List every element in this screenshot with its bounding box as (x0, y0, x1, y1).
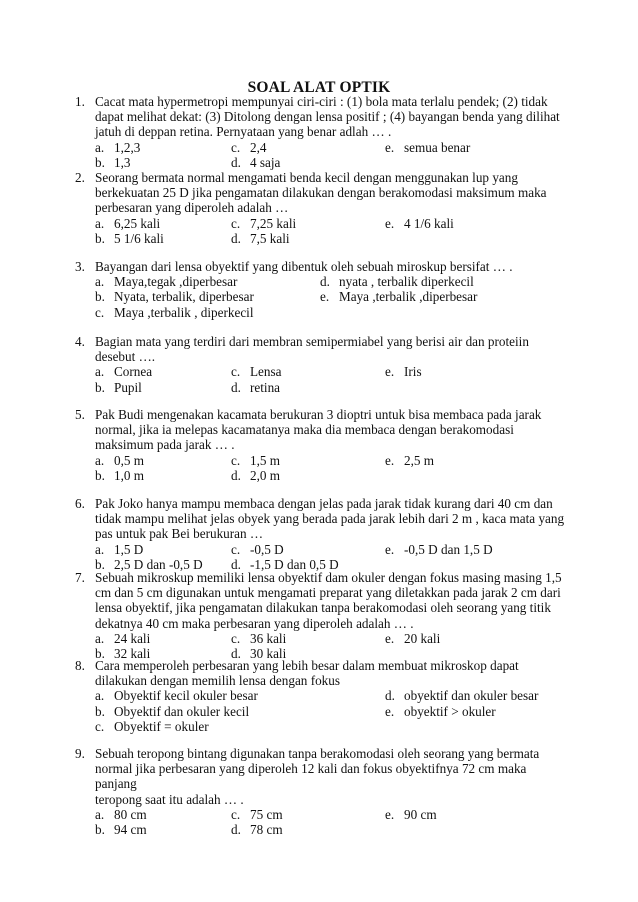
answer-option (231, 364, 282, 379)
answer-option (95, 289, 254, 304)
option-text: Pupil (114, 379, 142, 395)
question-text-line: Pak Budi mengenakan kacamata berukuran 3 dioptri untuk bisa membaca pada jarak (95, 407, 542, 422)
question-text-line: lensa obyektif, jika pengamatan dilakukan tanpa berakomodasi oleh seorang yang titik (95, 600, 551, 616)
option-text: Lensa (250, 364, 282, 380)
question-text-line: Bagian mata yang terdiri dari membran semipermiabel yang berisi air dan proteiin (95, 334, 529, 349)
option-letter: e. (385, 703, 395, 719)
answer-option (95, 704, 249, 719)
question-8 (0, 658, 638, 734)
option-text: obyektif dan okuler besar (404, 688, 539, 704)
question-text-line: maksimum pada jarak … . (95, 437, 235, 453)
question-text (95, 170, 565, 216)
option-letter: a. (95, 274, 105, 290)
question-text-line: Cacat mata hypermetropi mempunyai ciri-ciri : (1) bola mata terlalu pendek; (2) tidak (95, 94, 548, 109)
question-number: 8. (75, 658, 85, 673)
option-text: 2,5 m (404, 452, 435, 468)
question-text-line: Pak Joko hanya mampu membaca dengan jelas pada jarak tidak kurang dari 40 cm dan (95, 496, 553, 511)
answer-option (320, 274, 474, 289)
option-letter: b. (95, 467, 105, 483)
answer-option (95, 719, 209, 734)
answer-option (95, 822, 147, 837)
question-5 (0, 407, 638, 483)
question-text-line: Cara memperoleh perbesaran yang lebih besar dalam membuat mikroskop dapat (95, 658, 519, 673)
question-3 (0, 259, 638, 320)
answer-option (385, 631, 440, 646)
option-letter: e. (385, 452, 395, 468)
question-text-line: normal, jika ia melepas kacamatanya maka dia membaca dengan berakomodasi (95, 422, 514, 438)
question-text-line: Bayangan dari lensa obyektif yang dibentuk oleh sebuah miroskup bersifat … . (95, 259, 513, 274)
answer-option (231, 216, 296, 231)
question-number: 7. (75, 570, 85, 585)
option-letter: e. (385, 806, 395, 822)
option-letter: e. (385, 364, 395, 380)
option-letter: c. (231, 452, 241, 468)
option-text: obyektif > okuler (404, 703, 496, 719)
question-text-line: jatuh di deppan retina. Pernyataan yang benar adlah … . (95, 124, 392, 140)
answer-option (385, 140, 470, 155)
option-letter: b. (95, 556, 105, 572)
question-text (95, 407, 565, 453)
option-letter: b. (95, 646, 105, 661)
question-text-line: dilakukan dengan memilih lensa dengan fokus (95, 673, 341, 689)
answer-option (231, 822, 283, 837)
option-letter: d. (231, 154, 241, 170)
option-text: -1,5 D dan 0,5 D (250, 556, 339, 572)
answer-option (385, 807, 437, 822)
option-text: 1,2,3 (114, 139, 141, 155)
option-text: 1,5 m (250, 452, 281, 468)
option-text: 94 cm (114, 822, 147, 837)
answer-option (231, 468, 280, 483)
answer-option (385, 704, 496, 719)
option-letter: d. (231, 379, 241, 395)
answer-option (385, 364, 422, 379)
option-text: 6,25 kali (114, 215, 161, 231)
answer-option (95, 453, 144, 468)
option-text: 7,25 kali (250, 215, 297, 231)
question-text-line: berkekuatan 25 D jika pengamatan dilakukan dengan berakomodasi maksimum maka (95, 185, 547, 201)
option-text: 75 cm (250, 806, 283, 822)
option-letter: c. (231, 364, 241, 380)
option-letter: a. (95, 688, 105, 704)
option-letter: e. (385, 215, 395, 231)
option-text: 80 cm (114, 806, 147, 822)
question-text-line: Seorang bermata normal mengamati benda kecil dengan menggunakan lup yang (95, 170, 518, 185)
answer-option (385, 542, 493, 557)
option-text: -0,5 D (250, 541, 284, 557)
question-4 (0, 334, 638, 395)
question-number: 9. (75, 746, 85, 761)
option-letter: d. (385, 688, 395, 704)
question-number: 5. (75, 407, 85, 422)
option-text: Maya ,terbalik , diperkecil (114, 304, 254, 320)
option-text: 20 kali (404, 630, 441, 646)
option-text: 2,0 m (250, 467, 281, 483)
answer-option (231, 807, 283, 822)
option-text: 1,0 m (114, 467, 145, 483)
option-text: 2,5 D dan -0,5 D (114, 556, 203, 572)
option-letter: e. (385, 139, 395, 155)
option-letter: b. (95, 379, 105, 395)
option-text: -0,5 D dan 1,5 D (404, 541, 493, 557)
option-letter: a. (95, 541, 105, 557)
answer-option (95, 305, 254, 320)
question-text-line: tidak mampu melihat jelas obyek yang berada pada jarak lebih dari 2 m , kaca mata yang (95, 511, 565, 527)
option-letter: c. (231, 215, 241, 231)
question-number: 2. (75, 170, 85, 185)
question-number: 6. (75, 496, 85, 511)
option-letter: b. (95, 230, 105, 246)
question-text (95, 259, 565, 274)
question-number: 3. (75, 259, 85, 274)
option-letter: a. (95, 806, 105, 822)
answer-option (95, 155, 130, 170)
option-letter: e. (320, 289, 330, 305)
question-text (95, 496, 565, 542)
option-text: Nyata, terbalik, diperbesar (114, 289, 254, 305)
question-number: 4. (75, 334, 85, 349)
option-text: 36 kali (250, 630, 287, 646)
option-letter: c. (95, 718, 105, 734)
question-text (95, 570, 565, 631)
question-text-line: Sebuah mikroskup memiliki lensa obyektif dam okuler dengan fokus masing masing 1,5 (95, 570, 562, 585)
answer-option (231, 453, 280, 468)
option-text: 1,5 D (114, 541, 144, 557)
option-text: 90 cm (404, 806, 437, 822)
option-letter: e. (385, 630, 395, 646)
question-1 (0, 94, 638, 170)
option-letter: a. (95, 364, 105, 380)
option-letter: d. (231, 467, 241, 483)
answer-option (95, 807, 147, 822)
question-7 (0, 570, 638, 661)
option-text: retina (250, 379, 281, 395)
answer-option (95, 631, 150, 646)
answer-option (231, 231, 290, 246)
option-text: 4 saja (250, 154, 281, 170)
option-text: Iris (404, 364, 422, 380)
question-text-line: desebut …. (95, 349, 156, 365)
option-letter: d. (231, 230, 241, 246)
option-text: Obyektif = okuler (114, 718, 209, 734)
option-text: 1,3 (114, 154, 131, 170)
option-letter: c. (231, 806, 241, 822)
question-text (95, 746, 565, 807)
option-letter: e. (385, 541, 395, 557)
option-text: Cornea (114, 364, 153, 380)
option-letter: d. (231, 556, 241, 572)
option-letter: a. (95, 452, 105, 468)
option-text: Maya ,terbalik ,diperbesar (339, 289, 478, 305)
answer-option (95, 364, 152, 379)
question-text-line: dekatnya 40 cm maka perbesaran yang diperoleh adalah … . (95, 615, 414, 631)
answer-option (320, 289, 477, 304)
answer-option (95, 542, 143, 557)
option-letter: a. (95, 139, 105, 155)
question-number: 1. (75, 94, 85, 109)
answer-option (95, 380, 142, 395)
question-text-line: pas untuk pak Bei berukuran … (95, 526, 264, 542)
option-letter: b. (95, 703, 105, 719)
option-letter: c. (231, 139, 241, 155)
question-text-line: Sebuah teropong bintang digunakan tanpa berakomodasi oleh seorang yang bermata (95, 746, 540, 761)
answer-option (95, 468, 144, 483)
question-6 (0, 496, 638, 572)
option-text: 7,5 kali (250, 230, 290, 246)
option-letter: d. (320, 274, 330, 290)
option-text: 30 kali (250, 646, 287, 661)
option-text: Maya,tegak ,diperbesar (114, 274, 238, 290)
option-letter: a. (95, 215, 105, 231)
answer-option (231, 542, 284, 557)
option-text: 5 1/6 kali (114, 230, 164, 246)
option-letter: c. (231, 541, 241, 557)
option-letter: c. (231, 630, 241, 646)
option-text: semua benar (404, 139, 471, 155)
option-text: 0,5 m (114, 452, 145, 468)
question-text (95, 94, 565, 140)
question-text-line: normal jika perbesaran yang diperoleh 12 kali dan fokus obyektifnya 72 cm maka panjang (95, 761, 527, 792)
option-letter: d. (231, 822, 241, 837)
option-text: 78 cm (250, 822, 283, 837)
question-2 (0, 170, 638, 246)
question-text (95, 334, 565, 364)
answer-option (231, 140, 266, 155)
option-text: nyata , terbalik diperkecil (339, 274, 474, 290)
option-text: Obyektif kecil okuler besar (114, 688, 258, 704)
answer-option (95, 274, 237, 289)
answer-option (385, 688, 538, 703)
answer-option (95, 231, 164, 246)
question-text-line: cm dan 5 cm digunakan untuk mengamati preparat yang diletakkan pada jarak 2 cm dari (95, 585, 561, 601)
option-text: 32 kali (114, 646, 151, 661)
option-letter: a. (95, 630, 105, 646)
option-letter: b. (95, 822, 105, 837)
option-text: 24 kali (114, 630, 151, 646)
question-text-line: dapat melihat dekat: (3) Ditolong dengan lensa positif ; (4) bayangan benda yang dilihat (95, 109, 560, 125)
answer-option (385, 216, 454, 231)
answer-option (385, 453, 434, 468)
question-9 (0, 746, 638, 837)
option-letter: c. (95, 304, 105, 320)
question-text-line: teropong saat itu adalah … . (95, 791, 244, 807)
option-letter: d. (231, 646, 241, 661)
option-text: 4 1/6 kali (404, 215, 454, 231)
option-text: Obyektif dan okuler kecil (114, 703, 250, 719)
answer-option (95, 216, 160, 231)
answer-option (95, 688, 258, 703)
question-text (95, 658, 565, 688)
answer-option (231, 155, 280, 170)
answer-option (231, 631, 286, 646)
answer-option (95, 140, 140, 155)
option-letter: b. (95, 289, 105, 305)
question-text-line: perbesaran yang diperoleh adalah … (95, 200, 289, 216)
option-letter: b. (95, 154, 105, 170)
document-title: SOAL ALAT OPTIK (247, 79, 391, 96)
answer-option (231, 380, 280, 395)
option-text: 2,4 (250, 139, 267, 155)
